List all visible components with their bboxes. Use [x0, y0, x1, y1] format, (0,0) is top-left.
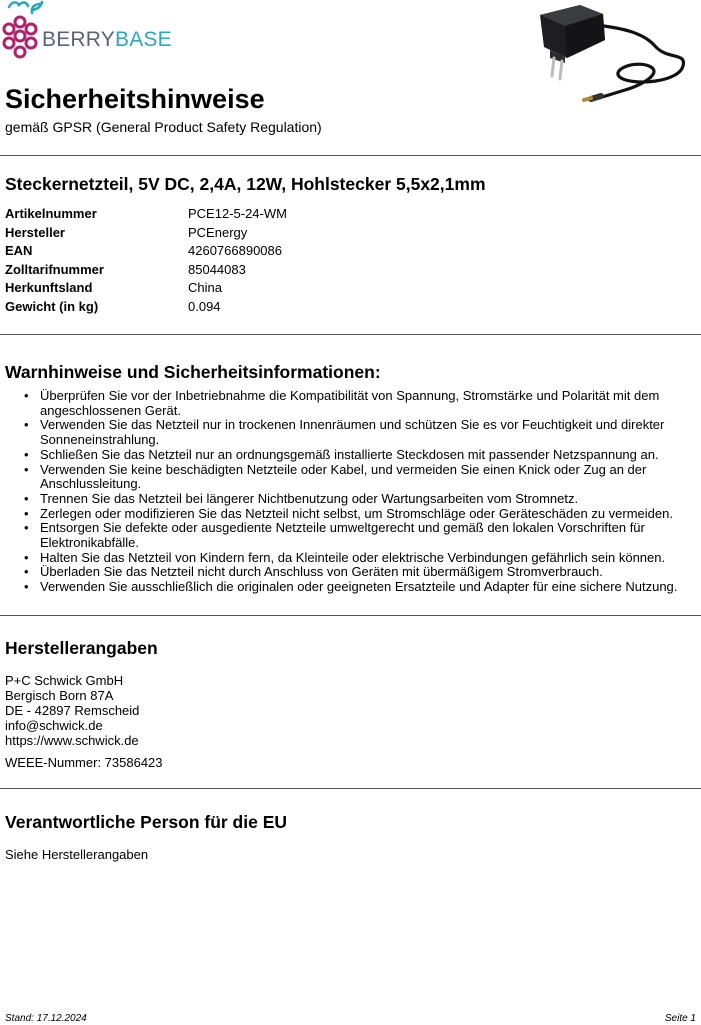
list-item-text: Trennen Sie das Netzteil bei längerer Nichtbenutzung oder Wartungsarbeiten vom Stromnetz.	[40, 490, 579, 506]
manufacturer-street: Bergisch Born 87A	[5, 688, 114, 703]
spec-label: Zolltarifnummer	[5, 262, 104, 277]
list-item	[24, 565, 689, 580]
list-item	[24, 463, 689, 492]
list-item	[24, 521, 689, 550]
spec-label: Gewicht (in kg)	[5, 299, 99, 314]
footer-date: Stand: 17.12.2024	[5, 1013, 87, 1024]
list-item	[24, 507, 689, 522]
list-item-text: Entsorgen Sie defekte oder ausgediente Netzteile umweltgerecht und gemäß den lokalen Vorschriften für Elektronikabfälle.	[40, 520, 645, 551]
list-item-text: Überladen Sie das Netzteil nicht durch Anschluss von Geräten mit übermäßigem Stromverbrauch.	[40, 564, 603, 580]
logo-wordmark-berry: BERRY	[42, 28, 115, 51]
bullet: •	[24, 388, 29, 403]
warnings-heading: Warnhinweise und Sicherheitsinformationen:	[5, 362, 381, 382]
logo-wordmark-base: BASE	[114, 28, 172, 51]
spec-value: 85044083	[188, 262, 246, 277]
page-title: Sicherheitshinweise	[5, 84, 265, 114]
list-item-text: Verwenden Sie das Netzteil nur in trockenen Innenräumen und schützen Sie es vor Feuchtigkeit und direkter Sonneneinstrahlung.	[40, 417, 665, 448]
product-name: Steckernetzteil, 5V DC, 2,4A, 12W, Hohlstecker 5,5x2,1mm	[5, 174, 486, 194]
spec-value: PCE12-5-24-WM	[188, 206, 287, 221]
list-item	[24, 492, 689, 507]
page-subtitle: gemäß GPSR (General Product Safety Regulation)	[5, 119, 322, 135]
bullet: •	[24, 446, 29, 462]
footer-page-number: Seite 1	[664, 1013, 696, 1024]
bullet: •	[24, 549, 29, 565]
logo-wordmark	[42, 29, 172, 50]
divider	[0, 155, 701, 156]
divider	[0, 334, 701, 335]
list-item	[24, 418, 689, 447]
spec-value: 4260766890086	[188, 243, 282, 258]
spec-label: Artikelnummer	[5, 206, 97, 221]
spec-value: PCEnergy	[188, 225, 248, 240]
eu-person-text: Siehe Herstellerangaben	[5, 847, 149, 862]
list-item	[24, 389, 689, 418]
manufacturer-company: P+C Schwick GmbH	[5, 673, 124, 688]
divider	[0, 615, 701, 616]
list-item-text: Zerlegen oder modifizieren Sie das Netzteil nicht selbst, um Stromschläge oder Geräteschäden zu vermeiden.	[40, 505, 673, 521]
bullet: •	[24, 505, 29, 521]
bullet: •	[24, 461, 29, 477]
manufacturer-city: DE - 42897 Remscheid	[5, 703, 140, 718]
list-item	[24, 551, 689, 566]
list-item-text: Halten Sie das Netzteil von Kindern fern, da Kleinteile oder elektrische Verbindungen gefährlich sein können.	[40, 549, 666, 565]
spec-label: Hersteller	[5, 225, 65, 240]
spec-value: 0.094	[188, 299, 221, 314]
list-item-text: Schließen Sie das Netzteil nur an ordnungsgemäß installierte Steckdosen mit passender Netzspannung an.	[40, 446, 659, 462]
eu-person-heading: Verantwortliche Person für die EU	[5, 812, 288, 832]
manufacturer-email: info@schwick.de	[5, 718, 103, 733]
spec-label: EAN	[5, 243, 33, 258]
warnings-list	[24, 389, 689, 595]
manufacturer-heading: Herstellerangaben	[5, 638, 158, 658]
list-item-text: Verwenden Sie keine beschädigten Netzteile oder Kabel, und vermeiden Sie einen Knick oder Zug an der Anschlussleitung.	[40, 461, 647, 492]
bullet: •	[24, 564, 29, 580]
divider	[0, 788, 701, 789]
list-item	[24, 448, 689, 463]
spec-label: Herkunftsland	[5, 280, 93, 295]
bullet: •	[24, 490, 29, 506]
list-item-text: Verwenden Sie ausschließlich die originalen oder geeigneten Ersatzteile und Adapter für eine sichere Nutzung.	[40, 579, 678, 595]
berry-icon	[4, 2, 42, 57]
power-supply-image	[525, 0, 701, 112]
manufacturer-website: https://www.schwick.de	[5, 733, 139, 748]
bullet: •	[24, 417, 29, 433]
list-item-text: Überprüfen Sie vor der Inbetriebnahme die Kompatibilität von Spannung, Stromstärke und Polarität mit dem angeschlossenen Gerät.	[40, 388, 660, 418]
spec-value: China	[188, 280, 222, 295]
list-item	[24, 580, 689, 595]
bullet: •	[24, 520, 29, 536]
bullet: •	[24, 579, 29, 595]
weee-number: WEEE-Nummer: 73586423	[5, 755, 163, 770]
